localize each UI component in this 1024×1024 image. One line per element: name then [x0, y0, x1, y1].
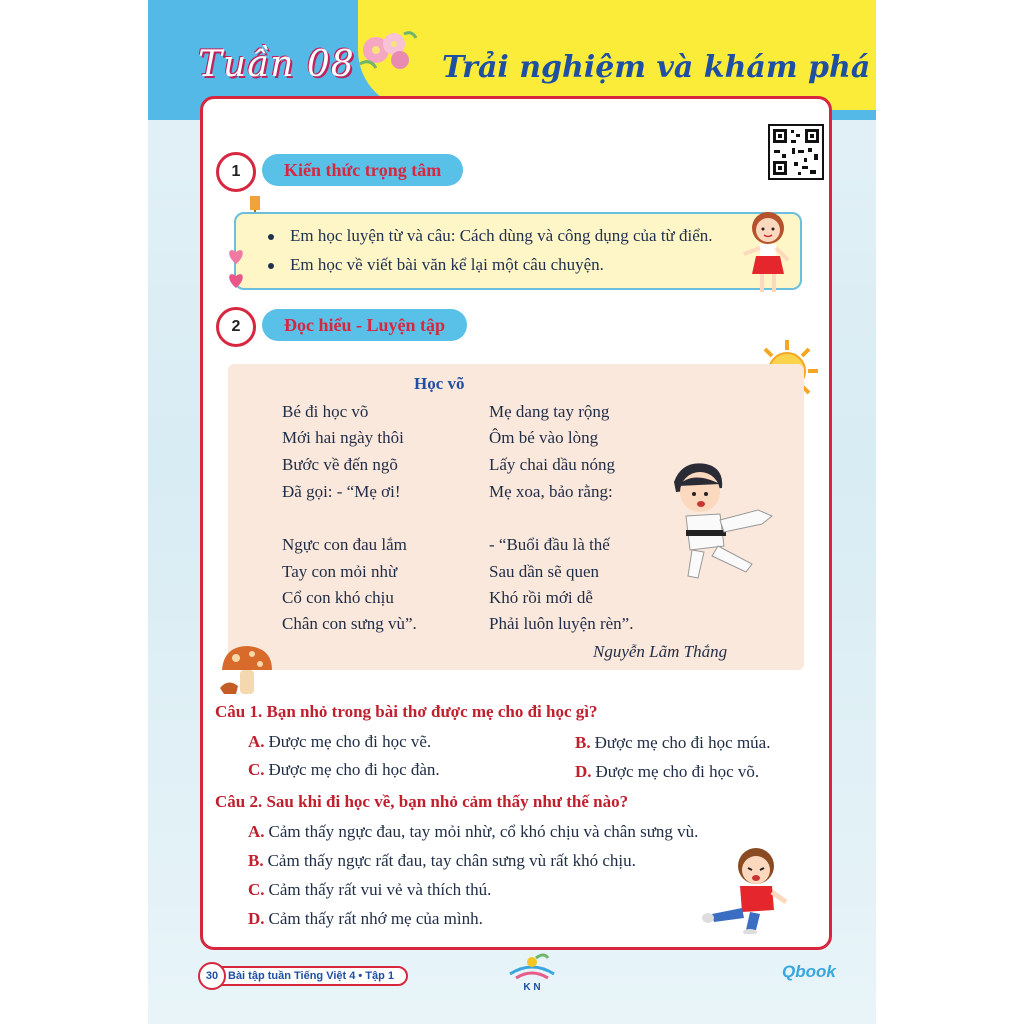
poem-line: Bước về đến ngõ — [282, 455, 398, 474]
question-1-title: Câu 1. Bạn nhỏ trong bài thơ được mẹ cho đi học gì? — [215, 702, 598, 721]
poem-title: Học võ — [414, 374, 465, 393]
poem-line: Mẹ dang tay rộng — [489, 402, 610, 421]
poem-line: Chân con sưng vù”. — [282, 614, 417, 633]
unit-title: Trải nghiệm và khám phá — [442, 50, 871, 85]
publisher-logo-icon — [506, 952, 558, 992]
publisher-logo-letters: K N — [523, 982, 541, 992]
poem-line: Mới hai ngày thôi — [282, 428, 404, 447]
poem-line: Lấy chai dầu nóng — [489, 455, 616, 474]
poem-line: Ngực con đau lắm — [282, 535, 407, 554]
poem-line: Cổ con khó chịu — [282, 588, 394, 607]
note-item — [268, 255, 604, 275]
answer-option: A. Được mẹ cho đi học vẽ. — [248, 732, 432, 751]
answer-option: B. Được mẹ cho đi học múa. — [575, 733, 771, 752]
workbook-page — [148, 0, 876, 1024]
answer-option: C. Được mẹ cho đi học đàn. — [248, 760, 440, 779]
poem-line: Khó rồi mới dễ — [489, 588, 593, 607]
hearts-icon — [224, 244, 248, 292]
note-text: Em học luyện từ và câu: Cách dùng và công dụng của từ điển. — [290, 226, 713, 245]
key-knowledge-box — [234, 212, 802, 290]
girl-illustration-icon — [738, 208, 798, 300]
poem-line: Phải luôn luyện rèn”. — [489, 614, 634, 633]
poem-author: Nguyễn Lãm Thắng — [593, 642, 728, 661]
section-number-2: 2 — [216, 307, 256, 347]
poem-line: Tay con mỏi nhừ — [282, 562, 398, 581]
poem-line: Mẹ xoa, bảo rằng: — [489, 482, 613, 501]
answer-option: D. Được mẹ cho đi học võ. — [575, 762, 760, 781]
qr-code-icon — [768, 124, 824, 180]
answer-option: A. Cảm thấy ngực đau, tay mỏi nhừ, cổ khó chịu và chân sưng vù. — [248, 822, 699, 841]
mushroom-icon — [218, 642, 276, 698]
flower-decoration-icon — [356, 24, 418, 76]
poem-line: Ôm bé vào lòng — [489, 428, 599, 447]
answer-option: D. Cảm thấy rất nhớ mẹ của mình. — [248, 909, 483, 928]
page-number: 30 — [198, 962, 226, 990]
note-item — [268, 226, 713, 246]
section-title-1: Kiến thức trọng tâm — [262, 154, 463, 186]
poem-line: Sau dần sẽ quen — [489, 562, 600, 581]
question-2-title: Câu 2. Sau khi đi học về, bạn nhỏ cảm thấy như thế nào? — [215, 792, 629, 811]
answer-option: B. Cảm thấy ngực rất đau, tay chân sưng vù rất khó chịu. — [248, 851, 636, 870]
week-title: Tuần 08 — [198, 44, 355, 85]
poem-line: Bé đi học võ — [282, 402, 369, 421]
poem-line: Đã gọi: - “Mẹ ơi! — [282, 482, 401, 501]
brand-logo: Qbook — [782, 962, 836, 981]
karate-kid-illustration-icon — [662, 458, 776, 584]
poem-line: - “Buổi đầu là thế — [489, 535, 610, 554]
answer-option: C. Cảm thấy rất vui vẻ và thích thú. — [248, 880, 492, 899]
note-text: Em học về viết bài văn kể lại một câu chuyện. — [290, 255, 604, 274]
crying-boy-illustration-icon — [696, 844, 792, 934]
section-number-1: 1 — [216, 152, 256, 192]
section-title-2: Đọc hiểu - Luyện tập — [262, 309, 467, 341]
footer-book-title: Bài tập tuần Tiếng Việt 4 • Tập 1 — [202, 966, 408, 986]
